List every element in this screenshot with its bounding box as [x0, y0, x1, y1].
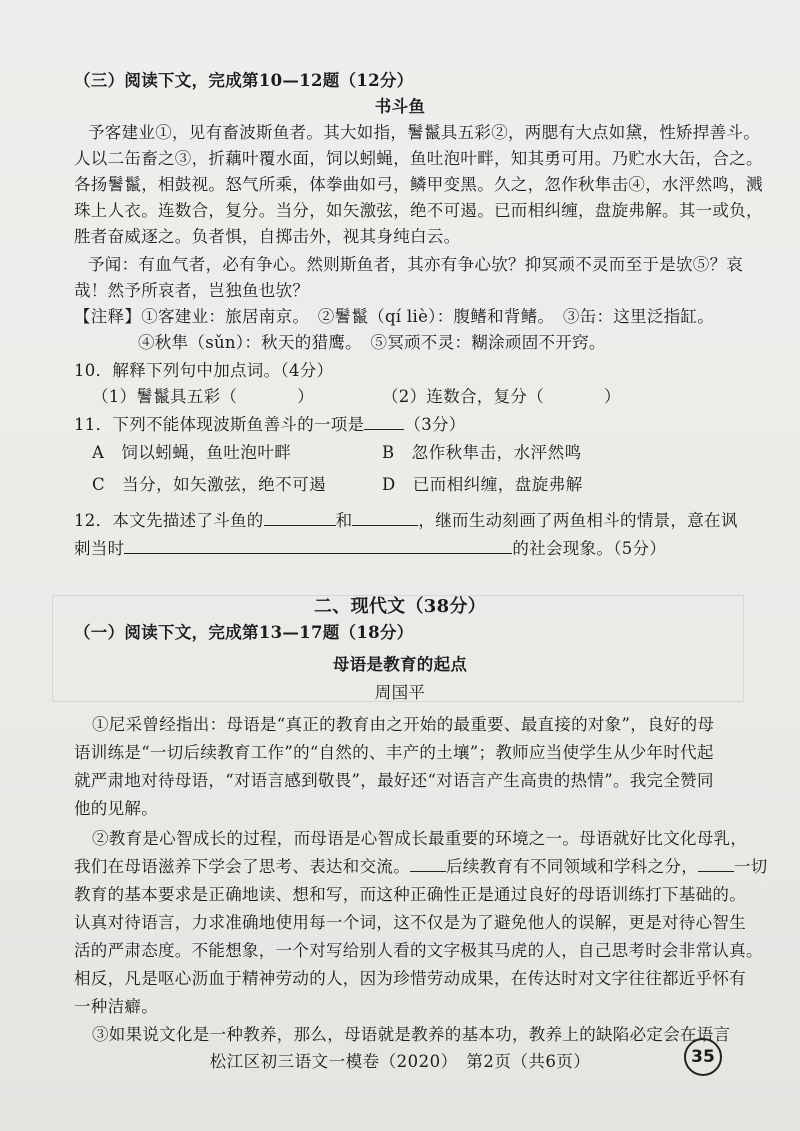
article-line: ①尼采曾经指出：母语是“真正的教育由之开始的最重要、最直接的对象”，良好的母 [92, 715, 715, 734]
stem-text: 12．本文先描述了斗鱼的 [74, 511, 264, 530]
passage-line: 各扬鬐鬣，相鼓视。怒气所乘，体拳曲如弓，鳞甲变黑。久之，忽作秋隼击④，水泙然鸣，溅 [74, 175, 763, 194]
page-footer: 松江区初三语文一模卷（2020） 第2页（共6页） [209, 1052, 591, 1071]
article-text: 一切 [734, 857, 768, 876]
answer-blank-3[interactable] [124, 539, 512, 554]
passage-title: 书斗鱼 [374, 97, 426, 116]
article-line: 他的见解。 [74, 799, 158, 818]
section-header: （三）阅读下文，完成第10—12题（12分） [74, 71, 414, 90]
answer-blank[interactable] [364, 415, 404, 430]
item-text: （1）鬐鬣具五彩（ [92, 387, 238, 406]
answer-blank-2[interactable] [352, 511, 418, 526]
stem-score: （3分） [404, 415, 466, 434]
article-author: 周国平 [374, 683, 426, 702]
article-line: ③如果说文化是一种教养，那么，母语就是教养的基本功，教养上的缺陷必定会在语言 [92, 1025, 731, 1044]
article-title: 母语是教育的起点 [332, 655, 468, 674]
article-line: ②教育是心智成长的过程，而母语是心智成长最重要的环境之一。母语就好比文化母乳， [92, 829, 748, 848]
question-10-stem: 10．解释下列句中加点词。（4分） [74, 361, 334, 380]
stem-text: 的社会现象。（5分） [512, 539, 667, 558]
item-paren-close: ） [297, 387, 315, 406]
article-line: 活的严肃态度。不能想象，一个对写给别人看的文字极其马虎的人，自己思考时会非常认真。 [74, 941, 763, 960]
notes-line: ④秋隼（sǔn）：秋天的猎鹰。 ⑤冥顽不灵：糊涂顽固不开窍。 [138, 333, 606, 352]
article-line-with-blanks [74, 856, 768, 878]
article-text: 后续教育有不同领域和学科之分， [446, 857, 698, 876]
page-badge: 35 [684, 1038, 722, 1076]
article-line: 认真对待语言，力求准确地使用每一个词，这不仅是为了避免他人的误解，更是对待心智生 [74, 913, 746, 932]
article-blank-1[interactable] [410, 857, 446, 872]
stem-text: 刺当时 [74, 539, 125, 558]
item-text: （2）连数合，复分（ [382, 387, 544, 406]
question-12-line-1 [74, 510, 738, 532]
article-line: 相反，凡是呕心沥血于精神劳动的人，因为珍惜劳动成果，在传达时对文字往往都近乎怀有 [74, 969, 746, 988]
answer-blank-1[interactable] [264, 511, 336, 526]
article-line: 就严肃地对待母语，“对语言感到敬畏”，最好还“对语言产生高贵的热情”。我完全赞同 [74, 771, 714, 790]
article-line: 一种洁癖。 [74, 997, 158, 1016]
section-heading: 二、现代文（38分） [313, 596, 487, 617]
question-11-stem [74, 414, 466, 436]
question-10-item-2 [382, 386, 621, 408]
stem-text: 和 [335, 511, 353, 530]
passage-line: 予客建业①，见有畜波斯鱼者。其大如指，鬐鬣具五彩②，两腮有大点如黛，性矫捍善斗。 [88, 123, 760, 142]
article-line: 教育的基本要求是正确地读、想和写，而这种正确性正是通过良好的母语训练打下基础的。 [74, 885, 746, 904]
article-blank-2[interactable] [698, 857, 734, 872]
passage-line: 哉！然予所哀者，岂独鱼也欤？ [74, 281, 310, 300]
item-paren-close: ） [604, 387, 621, 406]
passage-line: 胜者奋威逐之。负者惧，自掷击外，视其身纯白云。 [74, 227, 461, 246]
article-text: 我们在母语滋养下学会了思考、表达和交流。 [74, 857, 410, 876]
passage-line: 予闻：有血气者，必有争心。然则斯鱼者，其亦有争心欤？抑冥顽不灵而至于是欤⑤？哀 [88, 255, 744, 274]
option-b: B 忽作秋隼击，水泙然鸣 [382, 443, 582, 462]
stem-text: ，继而生动刻画了两鱼相斗的情景，意在讽 [418, 511, 738, 530]
passage-line: 人以二缶畜之③，折藕叶覆水面，饲以蚓蝇，鱼吐泡叶畔，知其勇可用。乃贮水大缶，合之。 [74, 149, 763, 168]
option-d: D 已而相纠缠，盘旋弗解 [382, 475, 583, 494]
question-10-item-1 [92, 386, 314, 408]
subsection-header: （一）阅读下文，完成第13—17题（18分） [74, 623, 414, 642]
option-a: A 饲以蚓蝇，鱼吐泡叶畔 [92, 443, 292, 462]
stem-text: 11．下列不能体现波斯鱼善斗的一项是 [74, 415, 365, 434]
option-c: C 当分，如矢激弦，绝不可遏 [92, 475, 327, 494]
article-line: 语训练是“一切后续教育工作”的“自然的、丰产的土壤”；教师应当使学生从少年时代起 [74, 743, 714, 762]
question-12-line-2 [74, 538, 666, 560]
passage-line: 珠上人衣。连数合，复分。当分，如矢激弦，绝不可遏。已而相纠缠，盘旋弗解。其一或负， [74, 201, 763, 220]
notes-line: 【注释】①客建业：旅居南京。 ②鬐鬣（qí liè）：腹鳍和背鳍。 ③缶：这里泛指缸。 [74, 307, 715, 326]
